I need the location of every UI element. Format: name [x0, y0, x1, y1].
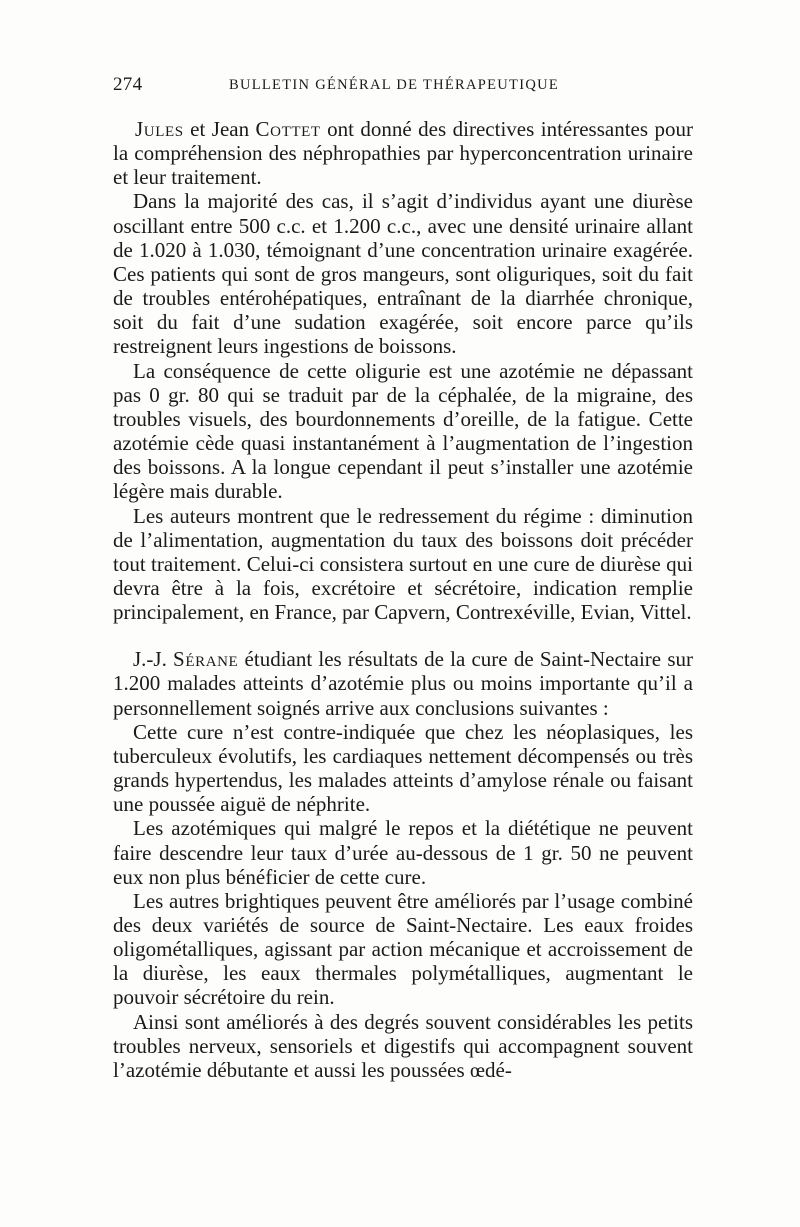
paragraph-ameliores: Ainsi sont améliorés à des degrés souvent considérables les petits troubles nerveux, sensoriels et digestifs qui accompagnent souvent l’azotémie débutante et aussi les poussées œdé-: [113, 1009, 693, 1082]
paragraph-cottet: [113, 117, 693, 189]
paragraph-text: étudiant les résultats de la cure de Saint-Nectaire sur 1.200 malades atteints d’azotémie plus ou moins importante qu’il a personnellement soignés arrive aux conclusions suivantes :: [113, 647, 693, 720]
paragraph-serane: [113, 647, 693, 719]
paragraph-contre-indications: Cette cure n’est contre-indiquée que chez les néoplasiques, les tuberculeux évolutifs, les cardiaques nettement décompensés ou très grands hypertendus, les malades atteints d’amylose rénale ou faisant une poussée aiguë de néphrite.: [113, 719, 693, 817]
author-first-name: Jules: [135, 117, 184, 141]
author-initials: J.-J.: [133, 647, 174, 672]
paragraph-oligurie: La conséquence de cette oligurie est une azotémie ne dépassant pas 0 gr. 80 qui se traduit par de la céphalée, de la migraine, des troubles visuels, des bourdonnements d’oreille, de la fatigue. Cette azotémie cède quasi instantanément à l’augmentation de l’ingestion des boissons. A la longue cependant il peut s’installer une azotémie légère mais durable.: [113, 358, 693, 504]
paragraph-regime: Les auteurs montrent que le redressement du régime : diminution de l’alimentation, augmentation du taux des boissons doit précéder tout traitement. Celui-ci consistera surtout en une cure de diurèse qui devra être à la fois, excrétoire et sécrétoire, indication remplie principalement, en France, par Capvern, Contrexéville, Evian, Vittel.: [113, 503, 693, 625]
paragraph-azotemiques: Les azotémiques qui malgré le repos et la diététique ne peuvent faire descendre leur taux d’urée au-dessous de 1 gr. 50 ne peuvent eux non plus bénéficier de cette cure.: [113, 816, 693, 889]
author-connector: et Jean: [183, 117, 256, 141]
page-number: 274: [113, 74, 143, 95]
paragraph-text: ont donné des directives intéressantes pour la compréhension des néphropathies par hyperconcentration urinaire et leur traitement.: [113, 117, 693, 190]
body-text: [113, 117, 693, 1082]
author-surname: Sérane: [173, 647, 239, 672]
author-surname: Cottet: [255, 117, 321, 141]
journal-title: BULLETIN GÉNÉRAL DE THÉRAPEUTIQUE: [229, 77, 560, 93]
running-header: [113, 74, 693, 98]
paragraph-diurese: Dans la majorité des cas, il s’agit d’individus ayant une diurèse oscillant entre 500 c.c. et 1.200 c.c., avec une densité urinaire allant de 1.020 à 1.030, témoignant d’une concentration urinaire exagérée. Ces patients qui sont de gros mangeurs, sont oliguriques, soit du fait de troubles entérohépatiques, entraînant de la diarrhée chronique, soit du fait d’une sudation exagérée, soit encore parce qu’ils restreignent leurs ingestions de boissons.: [113, 189, 693, 359]
paragraph-brightiques: Les autres brightiques peuvent être améliorés par l’usage combiné des deux variétés de source de Saint-Nectaire. Les eaux froides oligométalliques, agissant par action mécanique et accroissement de la diurèse, les eaux thermales polymétalliques, augmentant le pouvoir sécrétoire du rein.: [113, 888, 693, 1010]
